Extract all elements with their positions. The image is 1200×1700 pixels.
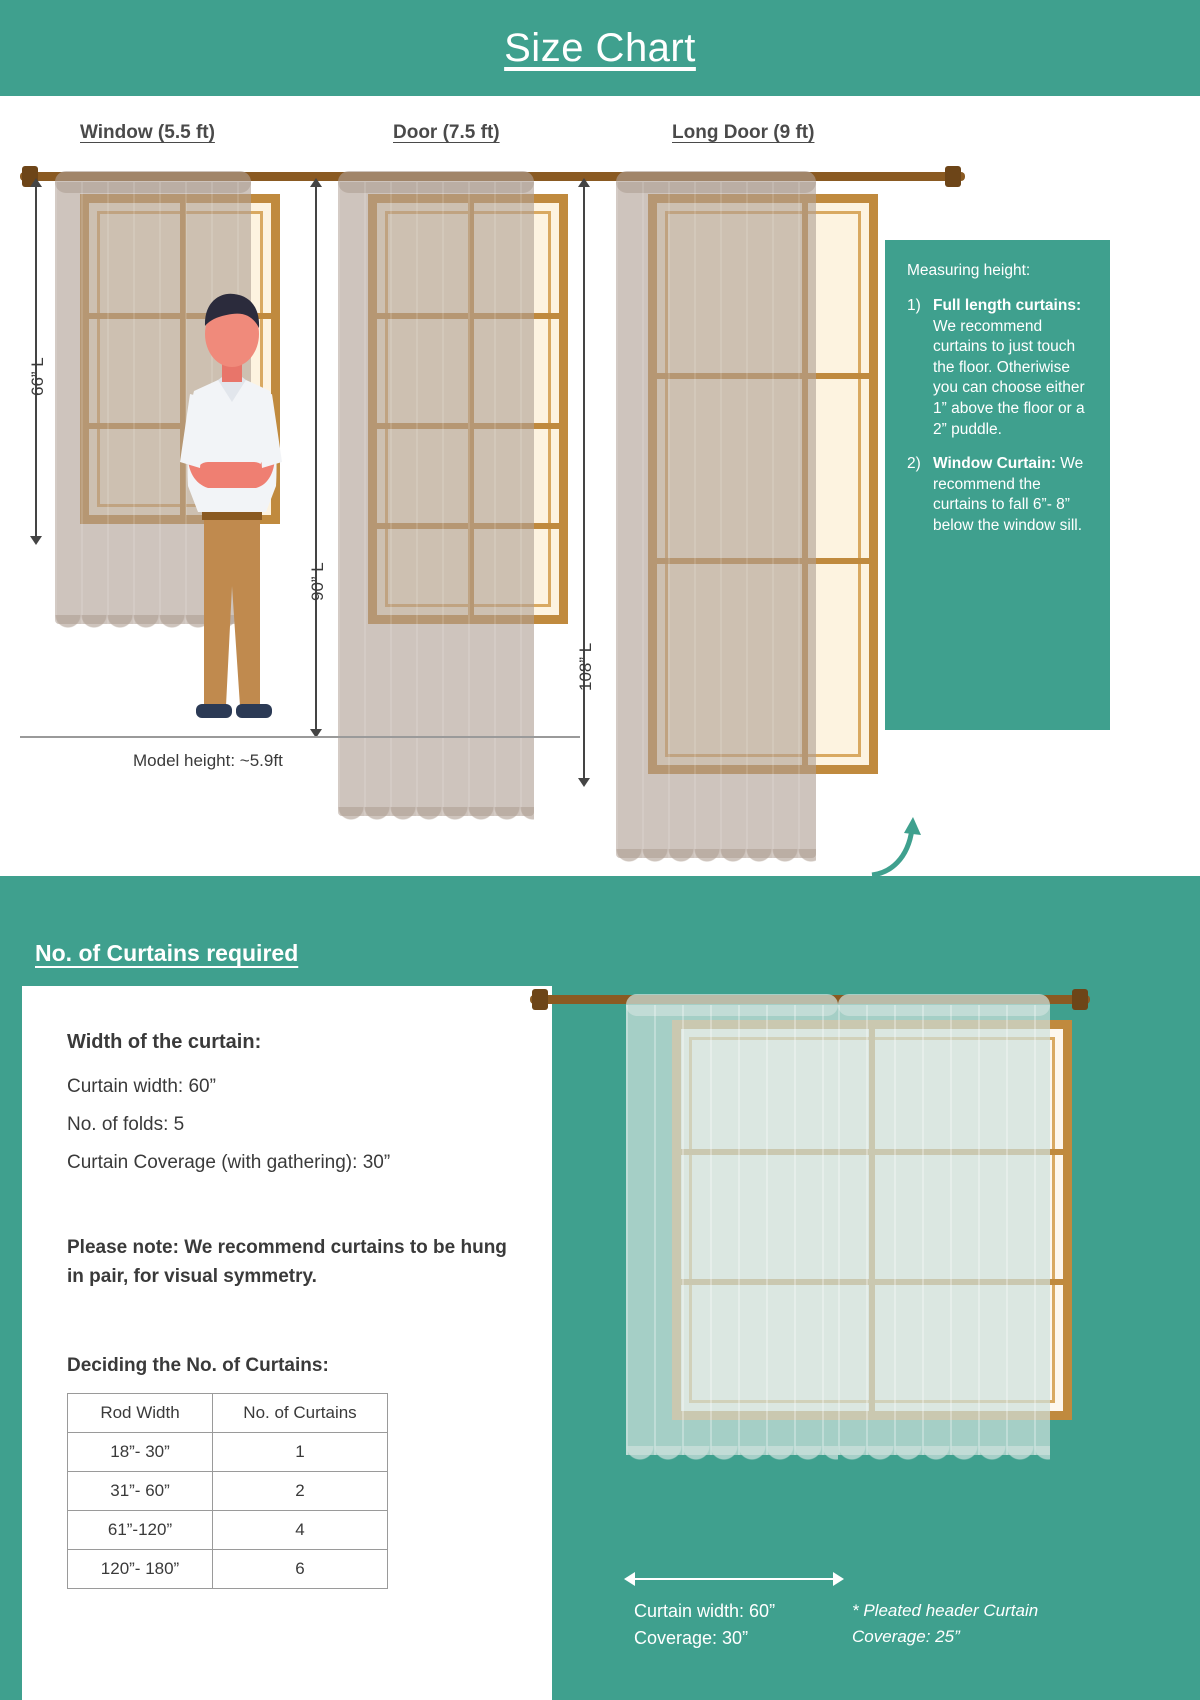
card-line-2: No. of folds: 5 <box>67 1114 185 1135</box>
page-title: Size Chart <box>504 25 696 70</box>
table-row <box>68 1472 388 1511</box>
cell-rod-width: 31”- 60” <box>68 1472 213 1511</box>
dimension-arrow-window-bottom <box>30 536 42 545</box>
curtain-hem <box>626 1446 838 1464</box>
model-illustration <box>160 286 300 738</box>
cell-rod-width: 18”- 30” <box>68 1433 213 1472</box>
card-line-1: Curtain width: 60” <box>67 1076 216 1097</box>
card-note: Please note: We recommend curtains to be hung in pair, for visual symmetry. <box>67 1237 507 1287</box>
dimension-arrow-long-bottom <box>578 778 590 787</box>
info-item-body <box>933 454 1092 536</box>
table-header-rod-width: Rod Width <box>68 1394 213 1433</box>
info-item-number: 1) <box>907 297 921 314</box>
cell-rod-width: 61”-120” <box>68 1511 213 1550</box>
card-line-3: Curtain Coverage (with gathering): 30” <box>67 1152 391 1173</box>
info-item-bold: Full length curtains: <box>933 297 1082 314</box>
card-heading: Width of the curtain: <box>67 1031 262 1053</box>
table-header-row <box>68 1394 388 1433</box>
curtain-left-panel <box>626 1005 838 1455</box>
dimension-line-door <box>315 186 317 734</box>
card-sub-heading: Deciding the No. of Curtains: <box>67 1355 329 1376</box>
dimension-arrow-door-top <box>310 178 322 187</box>
info-item <box>907 454 1092 536</box>
dimension-arrow-long-top <box>578 178 590 187</box>
table-row <box>68 1511 388 1550</box>
cell-no-curtains: 4 <box>213 1511 388 1550</box>
info-item-number: 2) <box>907 455 921 473</box>
curtain-over-door <box>338 182 534 816</box>
info-item-bold: Window Curtain: <box>933 455 1056 473</box>
curtain-folds <box>616 182 816 858</box>
info-lead: Measuring height: <box>907 262 1031 279</box>
cell-no-curtains: 6 <box>213 1550 388 1589</box>
table-row <box>68 1550 388 1589</box>
curtain-folds <box>626 1005 838 1455</box>
curtain-hem <box>616 849 816 867</box>
table-header-no-curtains: No. of Curtains <box>213 1394 388 1433</box>
caption-line-2: Coverage: 30” <box>634 1628 749 1648</box>
table-row <box>68 1433 388 1472</box>
cell-no-curtains: 2 <box>213 1472 388 1511</box>
page-header <box>0 0 1200 96</box>
dimension-label-window: 66” L <box>28 357 47 396</box>
info-item-body <box>933 296 1092 440</box>
pleated-header-caption <box>852 1598 1038 1651</box>
curtain-hem <box>838 1446 1050 1464</box>
caption-line-1: Curtain width: 60” <box>634 1601 776 1621</box>
curtain-width-card <box>22 986 552 1700</box>
curtain-over-long-door <box>616 182 816 858</box>
dimension-arrow-window-top <box>30 178 42 187</box>
cell-rod-width: 120”- 180” <box>68 1550 213 1589</box>
measuring-height-section <box>0 96 1200 876</box>
info-item <box>907 296 1092 440</box>
caption-line-2: Coverage: 25” <box>852 1627 960 1647</box>
section-title: No. of Curtains required <box>35 940 299 966</box>
curtain-width-caption <box>634 1598 775 1652</box>
curtain-right-panel <box>838 1005 1050 1455</box>
column-title-long-door: Long Door (9 ft) <box>672 122 815 143</box>
curtain-folds <box>338 182 534 816</box>
dimension-label-long-door: 108” L <box>576 642 595 691</box>
caption-line-1: * Pleated header Curtain <box>852 1601 1039 1620</box>
dimension-line-long-door <box>583 186 585 783</box>
rod-finial-right-bottom <box>1072 989 1088 1010</box>
curtain-width-dimension-arrow <box>634 1578 834 1580</box>
column-title-window: Window (5.5 ft) <box>80 122 215 143</box>
curtain-hem <box>338 807 534 825</box>
rod-finial-right <box>945 166 961 187</box>
measuring-height-info-box <box>885 240 1110 730</box>
dimension-label-door: 90” L <box>308 562 327 601</box>
curtain-folds <box>838 1005 1050 1455</box>
column-title-door: Door (7.5 ft) <box>393 122 500 143</box>
rod-width-table <box>67 1393 388 1589</box>
info-item-text: We recommend the curtains to fall 6”- 8” below the window sill. <box>933 455 1084 535</box>
pointer-arrow-icon <box>868 811 928 881</box>
model-height-caption: Model height: ~5.9ft <box>133 751 283 770</box>
floor-line <box>20 736 580 738</box>
cell-no-curtains: 1 <box>213 1433 388 1472</box>
info-item-text: We recommend curtains to just touch the floor. Otheriwise you can choose either 1” above the floor or a 2” puddle. <box>933 317 1085 438</box>
rod-finial-left-bottom <box>532 989 548 1010</box>
